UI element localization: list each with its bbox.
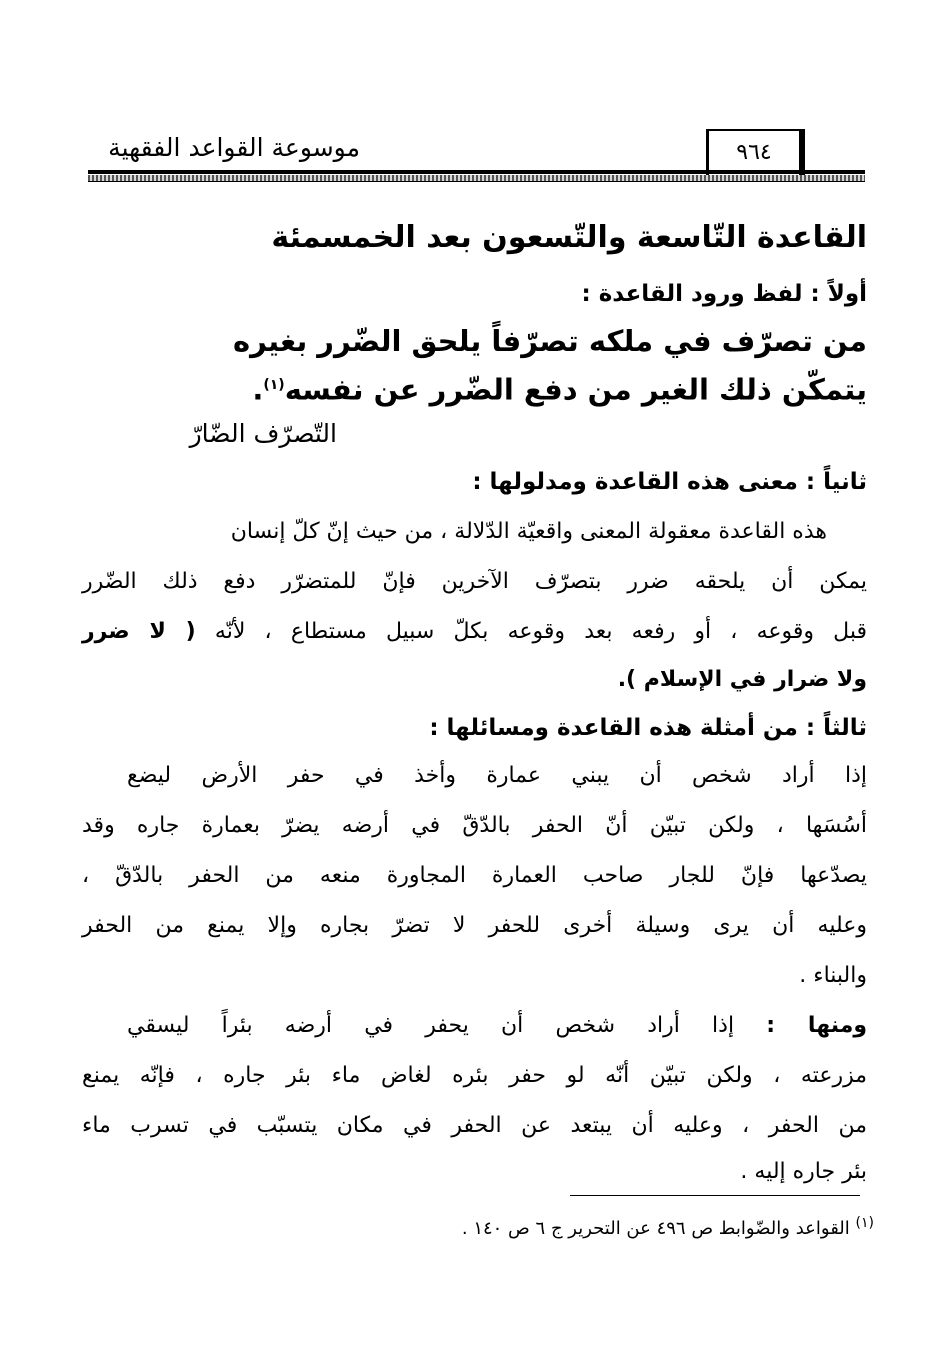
example2-first-text: إذا أراد شخص أن يحفر في أرضه بئراً ليسقي	[127, 1013, 735, 1038]
meaning-line: يمكن أن يلحقه ضرر بتصرّف الآخرين فإنّ للمتضرّر دفع ذلك الضّرر	[82, 569, 867, 594]
footnote-ref: (١)	[263, 377, 285, 393]
rule-caption: التّصرّف الضّارّ	[189, 419, 337, 448]
example2-line: من الحفر ، وعليه أن يبتعد عن الحفر في مكان يتسبّب في تسرب ماء	[82, 1113, 867, 1138]
hadith-text-cont: ولا ضرار في الإسلام ).	[617, 667, 867, 692]
example2-label: ومنها :	[766, 1013, 867, 1038]
hadith-text: ( لا ضرر	[82, 619, 196, 644]
rule-title: القاعدة التّاسعة والتّسعون بعد الخمسمئة	[271, 220, 867, 255]
example-line: أسُسَها ، ولكن تبيّن أنّ الحفر بالدّقّ في أرضه يضرّ بعمارة جاره وقد	[82, 813, 867, 838]
meaning-line: هذه القاعدة معقولة المعنى واقعيّة الدّلالة ، من حيث إنّ كلّ إنسان	[230, 519, 827, 544]
section3-heading: ثالثاً : من أمثلة هذه القاعدة ومسائلها :	[429, 715, 867, 741]
example-line: وعليه أن يرى وسيلة أخرى للحفر لا تضرّ بجاره وإلا يمنع من الحفر	[82, 913, 867, 938]
rule-text-line2-body: يتمكّن ذلك الغير من دفع الضّرر عن نفسه	[284, 372, 867, 407]
example2-line: مزرعته ، ولكن تبيّن أنّه لو حفر بئره لغاض ماء بئر جاره ، فإنّه يمنع	[82, 1063, 867, 1088]
rule-text-line2	[82, 362, 867, 413]
header-rule	[88, 170, 865, 174]
example-line: يصدّعها فإنّ للجار صاحب العمارة المجاورة منعه من الحفر بالدّقّ ،	[82, 863, 867, 888]
footnote-separator	[570, 1195, 860, 1196]
page-number: ٩٦٤	[706, 129, 805, 179]
example-line: والبناء .	[799, 963, 867, 988]
header-pattern-rule	[88, 175, 865, 182]
meaning-line-text: قبل وقوعه ، أو رفعه بعد وقوعه بكلّ سبيل مستطاع ، لأنّه	[214, 619, 867, 644]
footnote-marker: (١)	[855, 1215, 874, 1231]
example-line: إذا أراد شخص أن يبني عمارة وأخذ في حفر الأرض ليضع	[127, 763, 867, 788]
rule-text-end: .	[252, 372, 264, 407]
example2-line	[127, 1006, 867, 1046]
rule-text-line1: من تصرّف في ملكه تصرّفاً يلحق الضّرر بغيره	[232, 324, 867, 358]
section2-heading: ثانياً : معنى هذه القاعدة ومدلولها :	[472, 469, 867, 495]
meaning-line	[82, 612, 867, 652]
example2-line: بئر جاره إليه .	[740, 1159, 867, 1184]
footnote	[462, 1208, 874, 1244]
section1-heading: أولاً : لفظ ورود القاعدة :	[581, 281, 867, 307]
running-title: موسوعة القواعد الفقهية	[108, 133, 360, 162]
footnote-text: القواعد والضّوابط ص ٤٩٦ عن التحرير ج ٦ ص ١٤٠ .	[461, 1218, 850, 1239]
